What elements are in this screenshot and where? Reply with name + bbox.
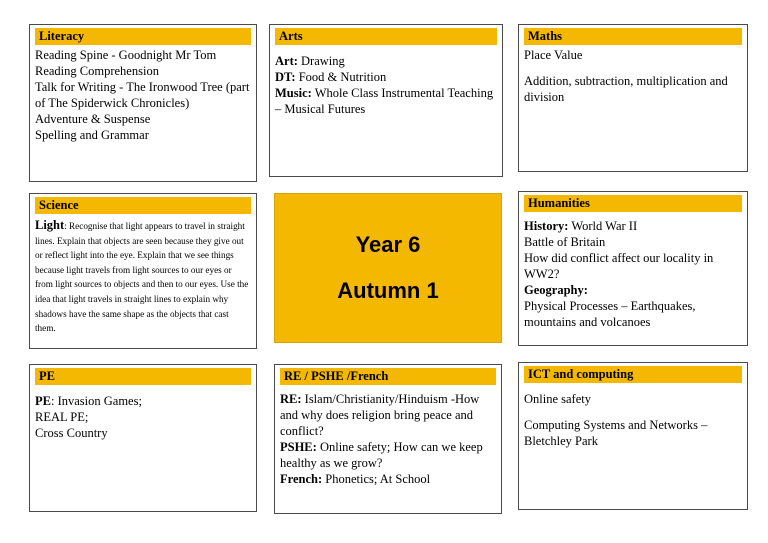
arts-box (269, 24, 503, 177)
pe-label: PE (35, 394, 51, 408)
maths-content (524, 47, 742, 105)
science-header: Science (35, 197, 251, 214)
music-label: Music: (275, 86, 312, 100)
literacy-content (35, 47, 251, 143)
pshe-value: Online safety; How can we keep healthy as we grow? (280, 440, 483, 470)
literacy-line: Reading Spine - Goodnight Mr Tom (35, 48, 217, 62)
history-line (524, 218, 742, 234)
pe-box (29, 364, 257, 512)
humanities-box (518, 191, 748, 346)
re-label: RE: (280, 392, 302, 406)
dt-value: Food & Nutrition (295, 70, 387, 84)
dt-label: DT: (275, 70, 296, 84)
arts-art-line (275, 53, 497, 69)
re-value: Islam/Christianity/Hinduism -How and why does religion bring peace and conflict? (280, 392, 480, 438)
literacy-line: Talk for Writing - The Ironwood Tree (part of The Spiderwick Chronicles) (35, 80, 250, 110)
arts-header: Arts (275, 28, 497, 45)
geography-label-line (524, 282, 742, 298)
pe-content (35, 393, 251, 441)
arts-dt-line (275, 69, 497, 85)
science-content (35, 218, 251, 336)
pe-header: PE (35, 368, 251, 385)
humanities-line: Battle of Britain (524, 235, 606, 249)
pshe-label: PSHE: (280, 440, 317, 454)
pe-line: Cross Country (35, 426, 108, 440)
literacy-line: Adventure & Suspense (35, 112, 151, 126)
humanities-header: Humanities (524, 195, 742, 212)
ict-line: Online safety (524, 392, 591, 406)
maths-header: Maths (524, 28, 742, 45)
maths-line: Place Value (524, 48, 583, 62)
title-panel (274, 193, 502, 343)
geography-value: Physical Processes – Earthquakes, mountains and volcanoes (524, 299, 696, 329)
re-pshe-french-header: RE / PSHE /French (280, 368, 496, 385)
french-line (280, 471, 496, 487)
pe-line: REAL PE; (35, 410, 89, 424)
re-line (280, 391, 496, 439)
art-value: Drawing (297, 54, 345, 68)
science-lead: Light (35, 218, 65, 232)
maths-line: Addition, subtraction, multiplication and division (524, 74, 728, 104)
literacy-line: Spelling and Grammar (35, 128, 149, 142)
pe-line (35, 393, 251, 409)
ict-box (518, 362, 748, 510)
geography-label: Geography: (524, 283, 588, 297)
science-box (29, 193, 257, 349)
science-text: : Recognise that light appears to travel in straight lines. Explain that objects are seen because they give out or reflect light into the eye. Explain that we see things because light travels from light sources to our eyes or from light sources to objects and then to our eyes. Use the idea that light travels in straight lines to explain why shadows have the same shape as the objects that cast them. (35, 221, 249, 334)
french-label: French: (280, 472, 323, 486)
ict-header: ICT and computing (524, 366, 742, 383)
art-label: Art: (275, 54, 298, 68)
french-value: Phonetics; At School (322, 472, 431, 486)
ict-content (524, 391, 742, 449)
term-title: Autumn 1 (337, 278, 439, 303)
pshe-line (280, 439, 496, 471)
humanities-content (524, 218, 742, 330)
history-label: History: (524, 219, 569, 233)
maths-box (518, 24, 748, 172)
pe-value: : Invasion Games; (50, 394, 142, 408)
literacy-header: Literacy (35, 28, 251, 45)
humanities-line: How did conflict affect our locality in WW2? (524, 251, 714, 281)
re-pshe-french-box (274, 364, 502, 514)
arts-content (275, 53, 497, 117)
history-value: World War II (568, 219, 638, 233)
arts-music-line (275, 85, 497, 117)
ict-line: Computing Systems and Networks – Bletchley Park (524, 418, 708, 448)
music-value: Whole Class Instrumental Teaching – Musical Futures (275, 86, 494, 116)
year-title: Year 6 (355, 232, 421, 257)
literacy-box (29, 24, 257, 182)
re-pshe-french-content (280, 391, 496, 487)
literacy-line: Reading Comprehension (35, 64, 159, 78)
